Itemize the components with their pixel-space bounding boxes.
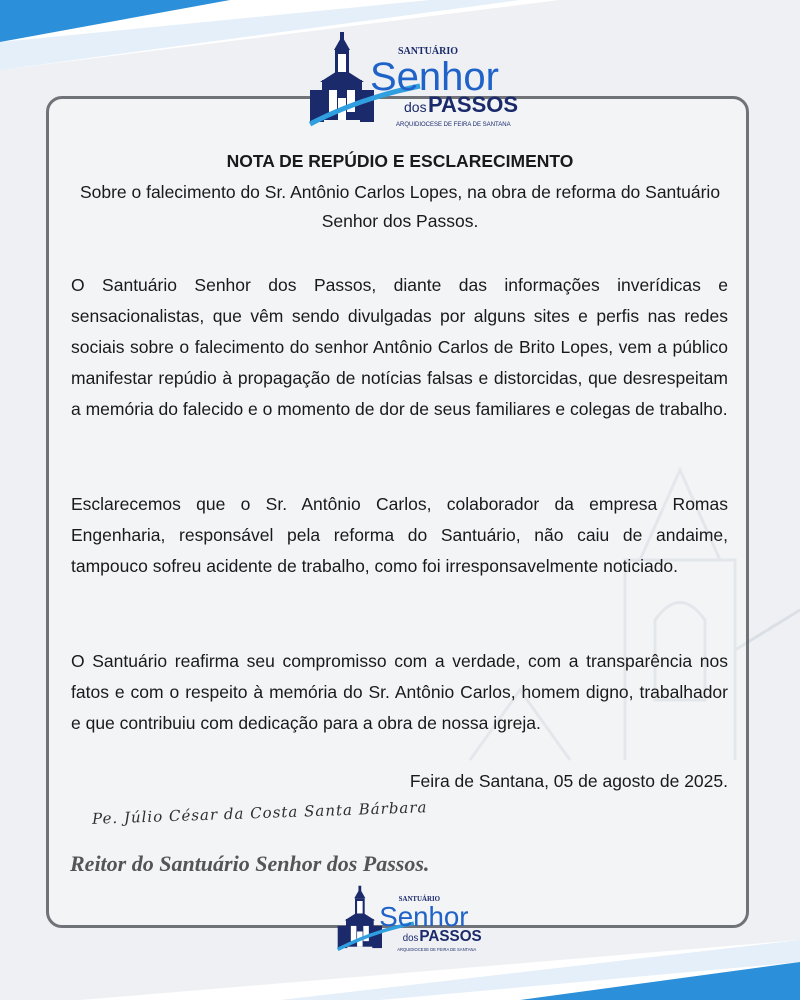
logo-main-word: Senhor <box>370 55 499 99</box>
santuario-logo-bottom <box>330 883 482 955</box>
logo-passos: PASSOS <box>419 928 482 946</box>
paragraph-3: O Santuário reafirma seu compromisso com a verdade, com a transparência nos fatos e com o respeito à memória do Sr. Antônio Carlos, homem digno, trabalhador e que contribuiu com dedicação para a obra de nossa igreja. <box>71 651 728 733</box>
paragraph-2: Esclarecemos que o Sr. Antônio Carlos, colaborador da empresa Romas Engenharia, responsável pela reforma do Santuário, não caiu de andaime, tampouco sofreu acidente de trabalho, como foi irresponsavelmente noticiado. <box>71 494 728 576</box>
document-subtitle: Sobre o falecimento do Sr. Antônio Carlos Lopes, na obra de reforma do Santuário Senhor dos Passos. <box>79 182 721 231</box>
logo-top-word: SANTUÁRIO <box>398 896 441 903</box>
signature: Pe. Júlio César da Costa Santa Bárbara <box>91 798 428 828</box>
paragraph-1: O Santuário Senhor dos Passos, diante das informações inverídicas e sensacionalistas, que vêm sendo divulgadas por alguns sites e perfis nas redes sociais sobre o falecimento do senhor Antônio Carlos de Brito Lopes, vem a público manifestar repúdio à propagação de notícias falsas e distorcidas, que desrespeitam a memória do falecido e o momento de dor de seus familiares e colegas de trabalho. <box>71 275 728 419</box>
logo-dos: dos <box>402 933 419 945</box>
place-date: Feira de Santana, 05 de agosto de 2025. <box>409 771 728 791</box>
logo-passos: PASSOS <box>428 92 519 117</box>
logo-dos: dos <box>404 99 427 115</box>
document-title: NOTA DE REPÚDIO E ESCLARECIMENTO <box>226 151 574 171</box>
logo-diocese: ARQUIDIOCESE DE FEIRA DE SANTANA <box>397 946 477 952</box>
santuario-logo-top <box>300 28 519 132</box>
logo-main-word: Senhor <box>379 900 469 932</box>
logo-top-word: SANTUÁRIO <box>398 46 459 57</box>
logo-diocese: ARQUIDIOCESE DE FEIRA DE SANTANA <box>396 122 511 128</box>
signer-role: Reitor do Santuário Senhor dos Passos. <box>70 851 430 876</box>
